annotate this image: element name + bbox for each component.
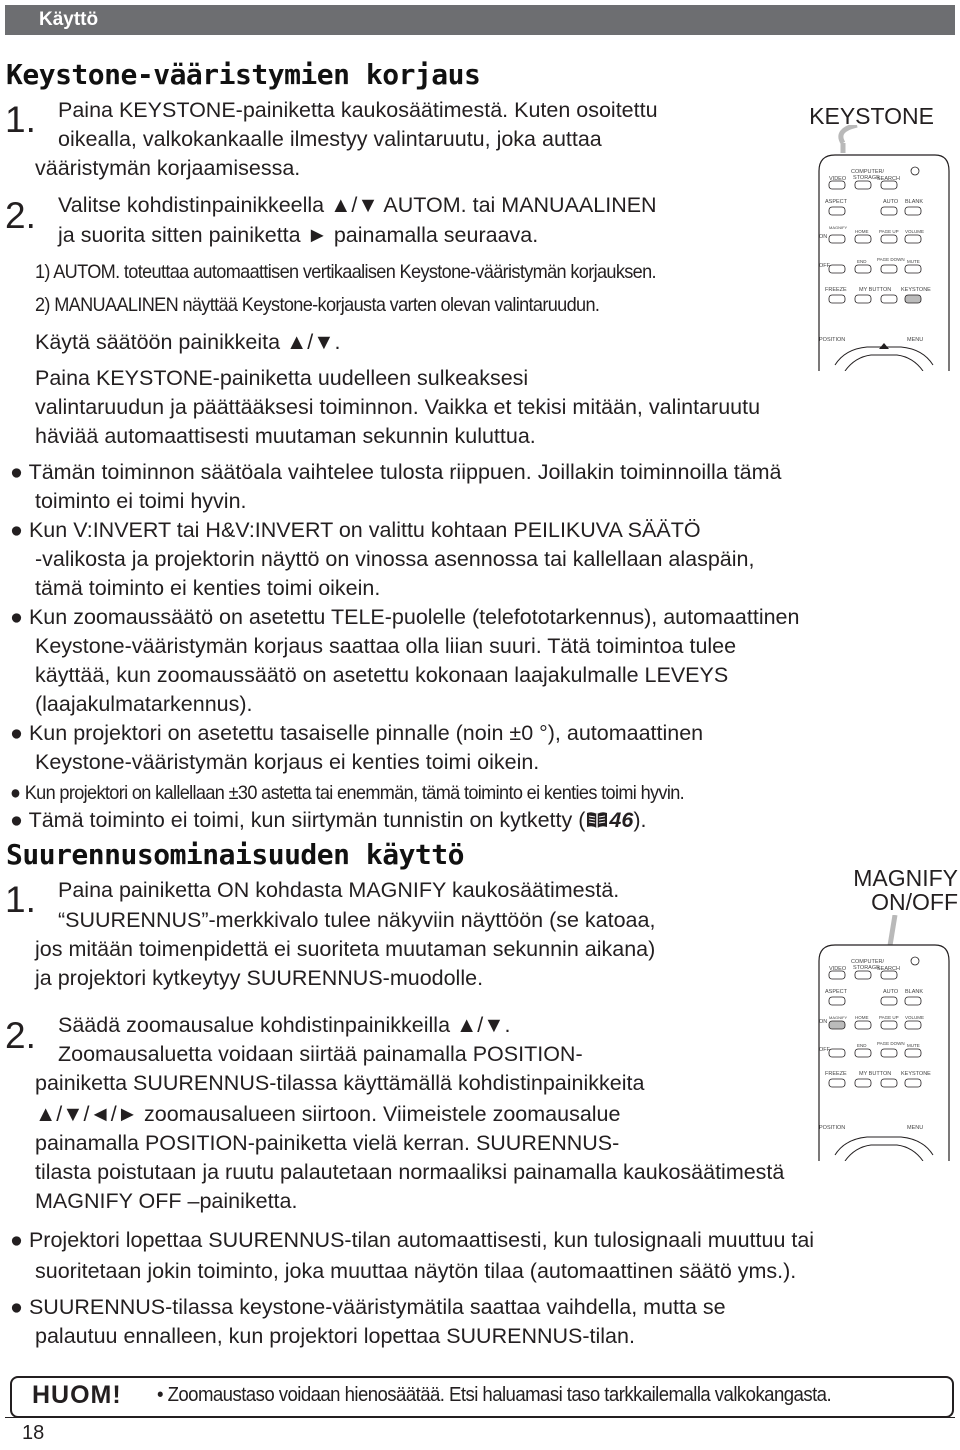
keystone-bullet4-line2: Keystone-vääristymän korjaus ei kenties toimi oikein. xyxy=(35,750,540,774)
remote-pagedown-label: PAGE DOWN xyxy=(877,1041,905,1046)
magnify-step2-number: 2. xyxy=(5,1015,36,1056)
remote-menu-label: MENU xyxy=(907,1125,924,1131)
magnify-step2-line1: Säädä zoomausalue kohdistinpainikkeilla ▲/▼. xyxy=(58,1013,511,1037)
remote-end-label: END xyxy=(857,259,867,264)
remote-auto-label: AUTO xyxy=(883,989,899,995)
remote-on-label: ON xyxy=(819,1019,828,1025)
keystone-step2-number: 2. xyxy=(5,195,36,236)
magnify-step2-line4: ▲/▼/◄/► zoomausalueen siirtoon. Viimeistele zoomausalue xyxy=(35,1102,621,1126)
remote-magnify-label: MAGNIFY xyxy=(829,225,848,230)
magnify-step1-line1: Paina painiketta ON kohdasta MAGNIFY kaukosäätimestä. xyxy=(58,878,620,902)
magnify-step1-number: 1. xyxy=(5,879,36,920)
magnify-bullet2-line1: ● SUURENNUS-tilassa keystone-vääristymätila saattaa vaihdella, mutta se xyxy=(10,1295,726,1319)
note-box xyxy=(10,1376,954,1418)
keystone-step1-line2: oikealla, valkokankaalle ilmestyy valintaruutu, joka auttaa xyxy=(58,127,602,151)
remote-pagedown-label: PAGE DOWN xyxy=(877,257,905,262)
magnify-bullet1-line1: ● Projektori lopettaa SUURENNUS-tilan automaattisesti, kun tulosignaali muuttuu tai xyxy=(10,1228,815,1252)
remote-aspect-label: ASPECT xyxy=(825,989,848,995)
remote-home-label: HOME xyxy=(855,1015,869,1020)
remote-storage-label: STORAGE xyxy=(853,965,880,971)
remote-on-label: ON xyxy=(819,234,828,240)
remote-position-label: POSITION xyxy=(819,1125,846,1131)
keystone-bullet6-post: ). xyxy=(633,808,647,832)
remote-off-label: OFF xyxy=(819,1047,830,1053)
magnify-step2-line7: MAGNIFY OFF –painiketta. xyxy=(35,1189,298,1213)
keystone-step2-line1: Valitse kohdistinpainikkeella ▲/▼ AUTOM. tai MANUAALINEN xyxy=(58,193,657,217)
keystone-bullet2-line1: ● Kun V:INVERT tai H&V:INVERT on valittu kohtaan PEILIKUVA SÄÄTÖ xyxy=(10,518,701,542)
magnify-bullet1-line2: suoritetaan jokin toiminto, joka muuttaa näytön tilaa (automaattinen säätö yms.). xyxy=(35,1259,797,1283)
keystone-bullet1-line1: ● Tämän toiminnon säätöala vaihtelee tulosta riippuen. Joillakin toiminnoilla tämä xyxy=(10,460,782,484)
remote-volume-label: VOLUME xyxy=(905,1015,925,1020)
note-label: HUOM! xyxy=(32,1381,122,1409)
footer-divider xyxy=(5,1417,955,1418)
keystone-bullet6 xyxy=(10,806,646,835)
remote-keystone-label: KEYSTONE xyxy=(901,1071,931,1077)
magnify-step2-line3: painiketta SUURENNUS-tilassa käyttämällä kohdistinpainikkeita xyxy=(35,1071,645,1095)
remote-menu-label: MENU xyxy=(907,337,924,343)
remote-computer-label: COMPUTER/ xyxy=(851,959,884,965)
remote-auto-label: AUTO xyxy=(883,199,899,205)
keystone-bullet6-pre: ● Tämä toiminto ei toimi, kun siirtymän tunnistin on kytketty ( xyxy=(10,808,586,832)
keystone-close-line3: häviää automaattisesti muutaman sekunnin kuluttua. xyxy=(35,424,536,448)
remote-mybutton-label: MY BUTTON xyxy=(859,287,892,293)
remote-aspect-label: ASPECT xyxy=(825,199,848,205)
magnify-remote-label-line2: ON/OFF xyxy=(871,889,958,915)
remote-search-label: SEARCH xyxy=(877,966,900,972)
remote-computer-label: COMPUTER/ xyxy=(851,169,884,175)
keystone-button-highlight xyxy=(905,295,921,303)
page-number: 18 xyxy=(22,1422,45,1444)
remote-freeze-label: FREEZE xyxy=(825,1071,847,1077)
remote-pageup-label: PAGE UP xyxy=(879,1015,899,1020)
magnify-bullet2-line2: palautuu ennalleen, kun projektori lopettaa SUURENNUS-tilan. xyxy=(35,1324,635,1348)
remote-mute-label: MUTE xyxy=(907,259,920,264)
keystone-bullet1-line2: toiminto ei toimi hyvin. xyxy=(35,489,247,513)
remote-freeze-label: FREEZE xyxy=(825,287,847,293)
keystone-bullet5: ● Kun projektori on kallellaan ±30 astetta tai enemmän, tämä toiminto ei kenties toimi hyvin. xyxy=(10,782,685,804)
magnify-remote-illustration xyxy=(815,915,955,1166)
section-title: Käyttö xyxy=(39,9,99,30)
remote-keystone-label: KEYSTONE xyxy=(901,287,931,293)
magnify-step1-line2: “SUURENNUS”-merkkivalo tulee näkyviin näyttöön (se katoaa, xyxy=(58,908,656,932)
keystone-close-line1: Paina KEYSTONE-painiketta uudelleen sulkeaksesi xyxy=(35,366,529,390)
keystone-bullet3-line3: käyttää, kun zoomaussäätö on asetettu kokonaan laajakulmalle LEVEYS xyxy=(35,663,729,687)
keystone-remote-label: KEYSTONE xyxy=(809,103,934,129)
magnify-step2-line2: Zoomausaluetta voidaan siirtää painamalla POSITION- xyxy=(58,1042,583,1066)
keystone-remote-illustration xyxy=(815,125,955,376)
keystone-step1-line3: vääristymän korjaamisessa. xyxy=(35,156,301,180)
keystone-bullet3-line2: Keystone-vääristymän korjaus saattaa olla liian suuri. Tätä toimintoa tulee xyxy=(35,634,737,658)
keystone-bullet4-line1: ● Kun projektori on asetettu tasaiselle pinnalle (noin ±0 °), automaattinen xyxy=(10,721,704,745)
remote-end-label: END xyxy=(857,1043,867,1048)
keystone-bullet2-line3: tämä toiminto ei kenties toimi oikein. xyxy=(35,576,381,600)
magnify-step1-line3: jos mitään toimenpidettä ei suoriteta muutaman sekunnin aikana) xyxy=(35,937,656,961)
remote-home-label: HOME xyxy=(855,229,869,234)
keystone-step2-line2: ja suorita sitten painiketta ► painamalla seuraava. xyxy=(58,223,539,247)
keystone-bullet6-ref: 46 xyxy=(609,808,634,832)
magnify-on-button-highlight xyxy=(829,1021,845,1029)
remote-volume-label: VOLUME xyxy=(905,229,925,234)
pointer-arrow xyxy=(841,125,857,153)
magnify-step2-line5: painamalla POSITION-painiketta vielä kerran. SUURENNUS- xyxy=(35,1131,620,1155)
remote-pageup-label: PAGE UP xyxy=(879,229,899,234)
remote-mute-label: MUTE xyxy=(907,1043,920,1048)
section-header-bar xyxy=(5,5,955,35)
book-reference-icon xyxy=(585,808,609,832)
magnify-step1-line4: ja projektori kytkeytyy SUURENNUS-muodolle. xyxy=(35,966,484,990)
note-text: • Zoomaustaso voidaan hienosäätää. Etsi haluamasi taso tarkkailemalla valkokangasta. xyxy=(157,1384,832,1406)
keystone-sub2: 2) MANUAALINEN näyttää Keystone-korjausta varten olevan valintaruudun. xyxy=(35,294,600,316)
magnify-remote-label-line1: MAGNIFY xyxy=(853,865,958,891)
remote-storage-label: STORAGE xyxy=(853,175,880,181)
keystone-step1-line1: Paina KEYSTONE-painiketta kaukosäätimestä. Kuten osoitettu xyxy=(58,98,658,122)
remote-position-label: POSITION xyxy=(819,337,846,343)
remote-blank-label: BLANK xyxy=(905,199,924,205)
magnify-step2-line6: tilasta poistutaan ja ruutu palautetaan normaaliksi painamalla kaukosäätimestä xyxy=(35,1160,785,1184)
keystone-close-line2: valintaruudun ja päättääksesi toiminnon. Vaikka et tekisi mitään, valintaruutu xyxy=(35,395,761,419)
keystone-adjust: Käytä säätöön painikkeita ▲/▼. xyxy=(35,330,341,354)
remote-off-label: OFF xyxy=(819,263,830,269)
keystone-heading: Keystone-vääristymien korjaus xyxy=(6,58,481,91)
magnify-heading: Suurennusominaisuuden käyttö xyxy=(6,838,465,871)
remote-search-label: SEARCH xyxy=(877,176,900,182)
keystone-sub1: 1) AUTOM. toteuttaa automaattisen vertikaalisen Keystone-vääristymän korjauksen. xyxy=(35,261,656,283)
remote-video-label: VIDEO xyxy=(829,966,847,972)
keystone-bullet3-line4: (laajakulmatarkennus). xyxy=(35,692,253,716)
remote-magnify-label: MAGNIFY xyxy=(829,1015,848,1020)
keystone-step1-number: 1. xyxy=(5,99,36,140)
keystone-bullet3-line1: ● Kun zoomaussäätö on asetettu TELE-puolelle (telefototarkennus), automaattinen xyxy=(10,605,800,629)
keystone-bullet2-line2: -valikosta ja projektorin näyttö on vinossa asennossa tai kallellaan alaspäin, xyxy=(35,547,755,571)
remote-video-label: VIDEO xyxy=(829,176,847,182)
remote-blank-label: BLANK xyxy=(905,989,924,995)
remote-mybutton-label: MY BUTTON xyxy=(859,1071,892,1077)
